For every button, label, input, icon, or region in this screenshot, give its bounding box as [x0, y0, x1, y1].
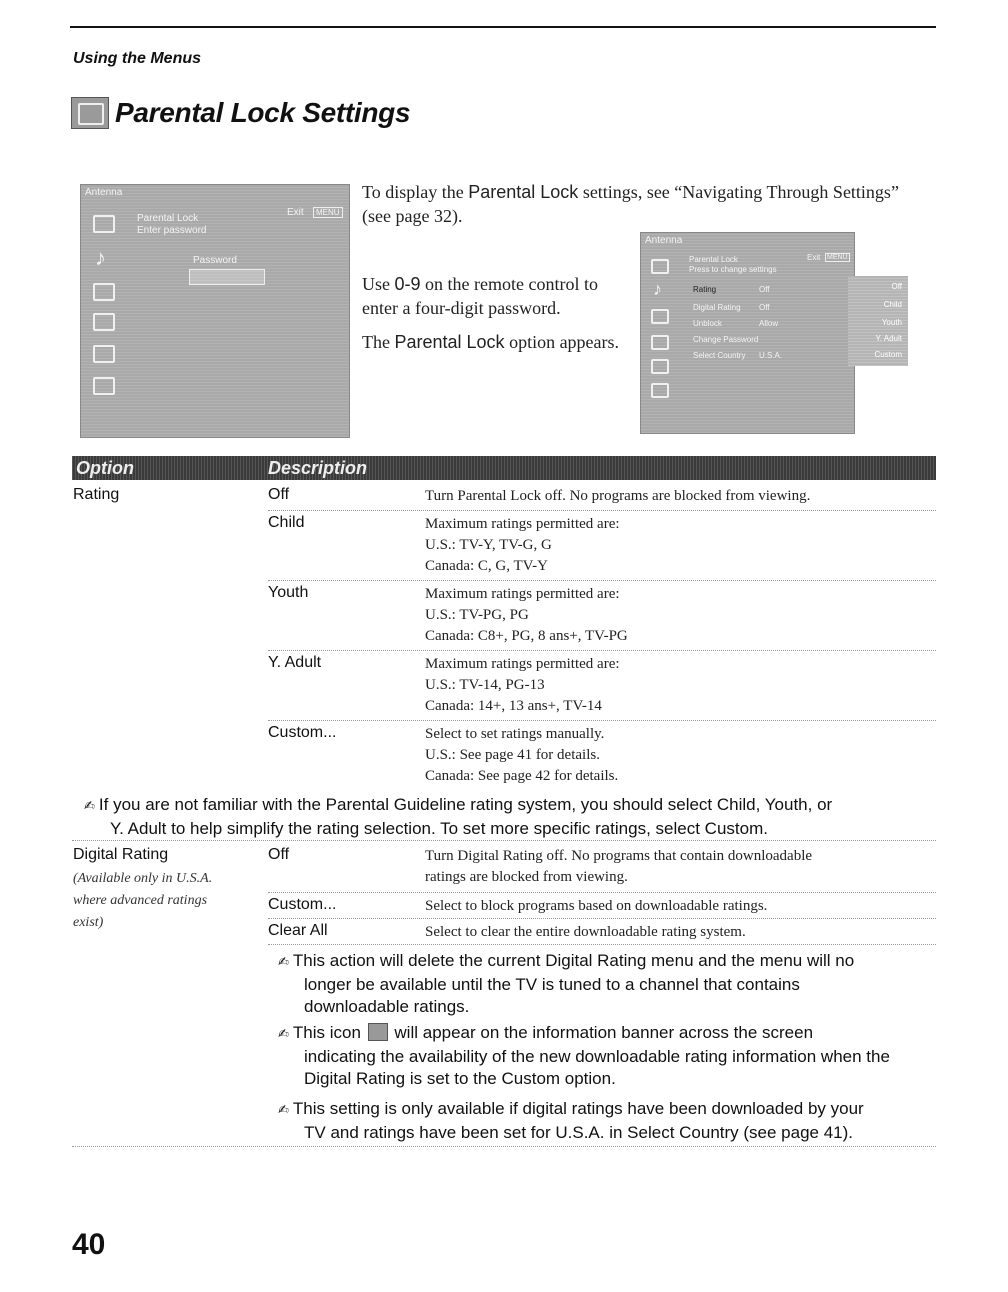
screen2-option: Child	[883, 300, 902, 309]
digital-value: Clear All	[268, 922, 328, 939]
digital-note: ✍ This setting is only available if digital ratings have been downloaded by your TV and ratings have been set for U.S.A. in Select Country (see page 41).	[278, 1099, 864, 1142]
rating-value: Y. Adult	[268, 654, 322, 671]
downloadable-rating-icon	[368, 1023, 388, 1041]
rating-desc: Maximum ratings permitted are: U.S.: TV-Y, TV-G, G Canada: C, G, TV-Y	[425, 516, 620, 574]
note-icon: ✍	[84, 799, 95, 814]
step-option-appears: The Parental Lock option appears.	[362, 332, 620, 352]
screen1-exit: Exit	[287, 207, 304, 218]
row-divider	[268, 720, 936, 721]
screen2-option: Custom	[874, 350, 902, 359]
rating-note: ✍ If you are not familiar with the Parental Guideline rating system, you should select Child, Youth, or Y. Adult to help simplify the rating selection. To set more specific ratings, select Custom.	[84, 795, 833, 838]
table-header	[72, 456, 936, 480]
screen2-picture-icon	[651, 309, 669, 324]
parental-lock-icon	[71, 97, 109, 129]
screen2-row-label: Digital Rating	[693, 303, 741, 312]
rating-value: Off	[268, 486, 290, 503]
screen1-picture-icon	[93, 283, 115, 301]
option-rating: Rating	[73, 486, 120, 503]
section-divider	[72, 840, 936, 841]
rating-desc: Maximum ratings permitted are: U.S.: TV-14, PG-13 Canada: 14+, 13 ans+, TV-14	[425, 656, 620, 714]
digital-desc: Select to block programs based on downloadable ratings.	[425, 898, 768, 914]
screen1-menu: MENU	[313, 207, 343, 218]
screen2-lock-icon	[651, 359, 669, 374]
screen2-option: Off	[891, 282, 902, 291]
screen1-password-boxes	[189, 269, 265, 285]
top-rule	[70, 26, 936, 28]
screen2-row-label: Rating	[693, 285, 717, 294]
parental-lock-screen-image	[640, 232, 855, 434]
section-label: Using the Menus	[73, 50, 202, 67]
row-divider	[268, 650, 936, 651]
row-divider	[268, 944, 936, 945]
note-icon: ✍	[278, 1027, 289, 1042]
header-description: Description	[268, 458, 368, 478]
screen1-subtitle: Enter password	[137, 225, 207, 236]
screen1-title: Parental Lock	[137, 213, 199, 224]
table-bottom-rule	[72, 1146, 936, 1147]
screen1-lock-icon	[93, 345, 115, 363]
screen2-options-popup	[848, 276, 908, 366]
digital-rating-availability: (Available only in U.S.A. where advanced ratings exist)	[73, 871, 213, 930]
screen2-music-icon: ♪	[653, 279, 662, 299]
screen1-music-icon: ♪	[95, 245, 106, 270]
screen2-option: Y. Adult	[875, 334, 902, 343]
screen2-row-label: Unblock	[693, 319, 722, 328]
digital-value: Off	[268, 846, 290, 863]
digital-desc: Turn Digital Rating off. No programs that contain downloadable ratings are blocked from viewing.	[425, 848, 813, 885]
screen1-password-label: Password	[193, 255, 237, 266]
header-option: Option	[76, 458, 134, 478]
screen1-tv-icon	[93, 215, 115, 233]
screen2-setup-icon	[651, 335, 669, 350]
digital-value: Custom...	[268, 896, 337, 913]
screen2-header: Antenna	[645, 235, 683, 246]
screen2-row-value: Off	[759, 303, 770, 312]
screen2-row-label: Select Country	[693, 351, 746, 360]
screen2-row-label: Change Password	[693, 335, 759, 344]
row-divider	[268, 918, 936, 919]
row-divider	[268, 892, 936, 893]
page-number: 40	[72, 1228, 106, 1261]
rating-value: Child	[268, 514, 305, 531]
screen2-menu: MENU	[827, 254, 848, 261]
screen2-exit: Exit	[807, 253, 821, 262]
rating-desc: Select to set ratings manually. U.S.: See page 41 for details. Canada: See page 42 for details.	[425, 726, 619, 784]
digital-note: ✍ This action will delete the current Digital Rating menu and the menu will no longer be available until the TV is tuned to a channel that contains downloadable ratings.	[278, 951, 855, 1016]
screen2-settings-icon	[651, 383, 669, 398]
note-icon: ✍	[278, 1103, 289, 1118]
rating-value: Custom...	[268, 724, 337, 741]
rating-desc: Maximum ratings permitted are: U.S.: TV-PG, PG Canada: C8+, PG, 8 ans+, TV-PG	[425, 586, 628, 644]
row-divider	[268, 580, 936, 581]
screen2-row-value: Off	[759, 285, 770, 294]
intro-paragraph: To display the Parental Lock settings, see “Navigating Through Settings” (see page 32).	[362, 182, 899, 226]
screen2-option: Youth	[881, 318, 902, 327]
screen2-title: Parental Lock	[689, 255, 738, 264]
row-divider	[268, 510, 936, 511]
rating-value: Youth	[268, 584, 309, 601]
screen2-row-value: U.S.A.	[759, 351, 783, 360]
screen1-setup-icon	[93, 313, 115, 331]
screen2-subtitle: Press to change settings	[689, 265, 777, 274]
digital-desc: Select to clear the entire downloadable rating system.	[425, 924, 746, 940]
rating-desc: Turn Parental Lock off. No programs are blocked from viewing.	[425, 488, 811, 504]
screen2-tv-icon	[651, 259, 669, 274]
screen1-header: Antenna	[85, 187, 123, 198]
password-screen-image	[80, 184, 350, 438]
page-title-row	[71, 97, 410, 129]
screen1-settings-icon	[93, 377, 115, 395]
note-icon: ✍	[278, 955, 289, 970]
screen2-row-value: Allow	[759, 319, 779, 328]
page-title: Parental Lock Settings	[115, 97, 411, 128]
option-digital-rating: Digital Rating	[73, 846, 169, 863]
step-enter-password: Use 0-9 on the remote control to enter a four-digit password.	[362, 274, 598, 318]
digital-note: ✍ This icon will appear on the information banner across the screen indicating the availability of the new downloadable rating information when the Digital Rating is set to the Custom option.	[278, 1023, 890, 1088]
